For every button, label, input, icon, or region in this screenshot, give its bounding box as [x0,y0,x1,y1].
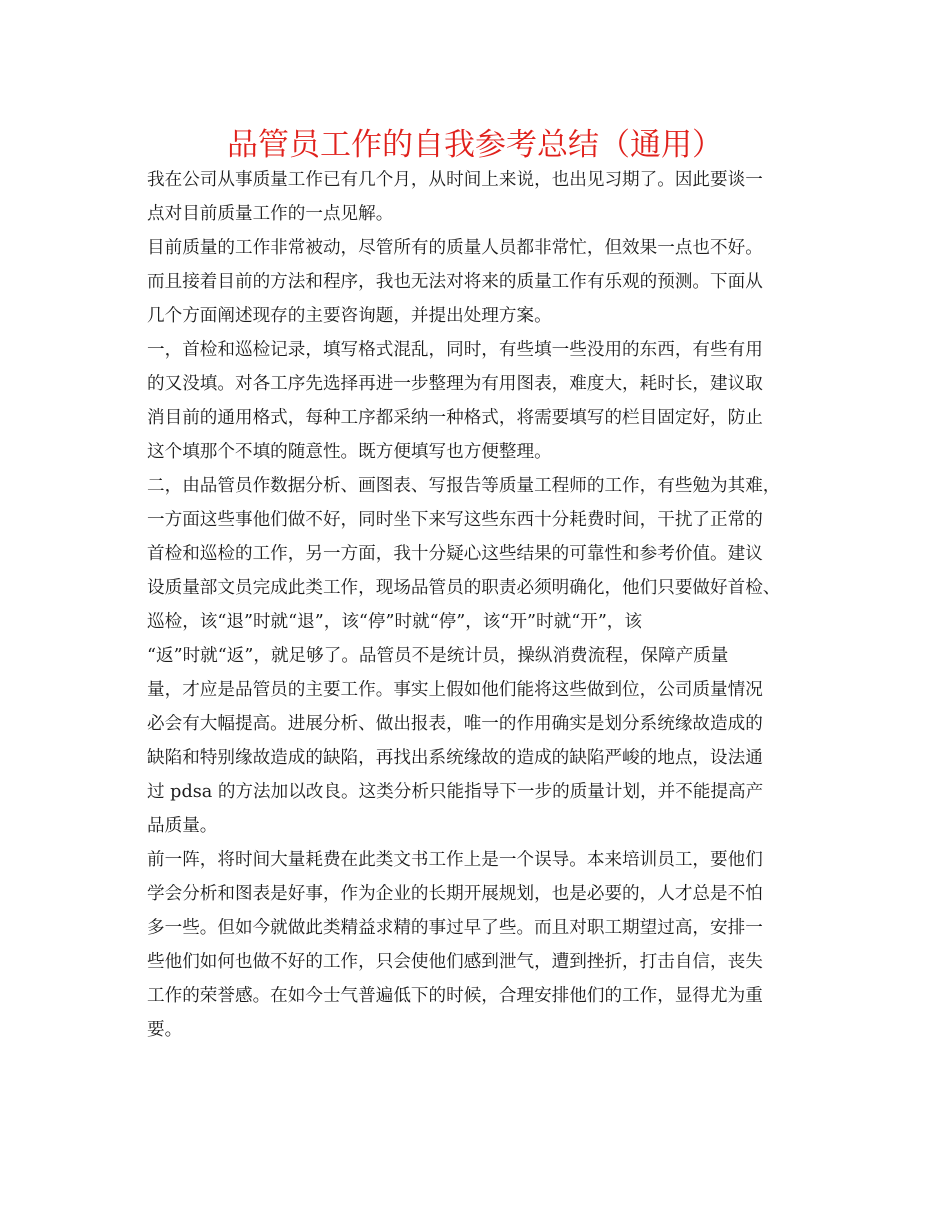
body-line: 些他们如何也做不好的工作，只会使他们感到泄气，遭到挫折，打击自信，丧失 [147,952,763,972]
body-line: “返”时就“返”，就足够了。品管员不是统计员，操纵消费流程，保障产质量 [147,646,729,666]
body-line: 一方面这些事他们做不好，同时坐下来写这些东西十分耗费时间，干扰了正常的 [147,510,763,530]
body-line: 学会分析和图表是好事，作为企业的长期开展规划，也是必要的，人才总是不怕 [147,884,763,904]
body-line: 一，首检和巡检记录，填写格式混乱，同时，有些填一些没用的东西，有些有用 [147,340,763,360]
document-body [147,163,817,1047]
body-line: 必会有大幅提高。进展分析、做出报表，唯一的作用确实是划分系统缘故造成的 [147,714,763,734]
body-line: 几个方面阐述现存的主要咨询题，并提出处理方案。 [147,306,552,326]
body-line: 点对目前质量工作的一点见解。 [147,204,394,224]
body-line: 量，才应是品管员的主要工作。事实上假如他们能将这些做到位，公司质量情况 [147,680,763,700]
body-line: 这个填那个不填的随意性。既方便填写也方便整理。 [147,442,552,462]
body-line: 目前质量的工作非常被动，尽管所有的质量人员都非常忙，但效果一点也不好。 [147,238,763,258]
body-line: 巡检，该“退”时就“退”，该“停”时就“停”，该“开”时就“开”，该 [147,612,642,632]
body-line: 过 pdsa 的方法加以改良。这类分析只能指导下一步的质量计划，并不能提高产 [147,782,764,802]
body-line: 的又没填。对各工序先选择再进一步整理为有用图表，难度大，耗时长，建议取 [147,374,763,394]
body-line: 前一阵，将时间大量耗费在此类文书工作上是一个误导。本来培训员工，要他们 [147,850,763,870]
body-line: 品质量。 [147,816,218,836]
body-line: 多一些。但如今就做此类精益求精的事过早了些。而且对职工期望过高，安排一 [147,918,763,938]
body-line: 首检和巡检的工作，另一方面，我十分疑心这些结果的可靠性和参考价值。建议 [147,544,763,564]
body-line: 而且接着目前的方法和程序，我也无法对将来的质量工作有乐观的预测。下面从 [147,272,763,292]
body-line: 设质量部文员完成此类工作，现场品管员的职责必须明确化，他们只要做好首检、 [147,578,781,598]
body-line: 我在公司从事质量工作已有几个月，从时间上来说，也出见习期了。因此要谈一 [147,170,763,190]
body-line: 二，由品管员作数据分析、画图表、写报告等质量工程师的工作，有些勉为其难， [147,476,781,496]
body-line: 消目前的通用格式，每种工序都采纳一种格式，将需要填写的栏目固定好，防止 [147,408,763,428]
body-line: 工作的荣誉感。在如今士气普遍低下的时候，合理安排他们的工作，显得尤为重 [147,986,763,1006]
body-line: 要。 [147,1020,183,1040]
body-line: 缺陷和特别缘故造成的缺陷，再找出系统缘故的造成的缺陷严峻的地点，设法通 [147,748,763,768]
document-title: 品管员工作的自我参考总结（通用） [227,127,723,163]
